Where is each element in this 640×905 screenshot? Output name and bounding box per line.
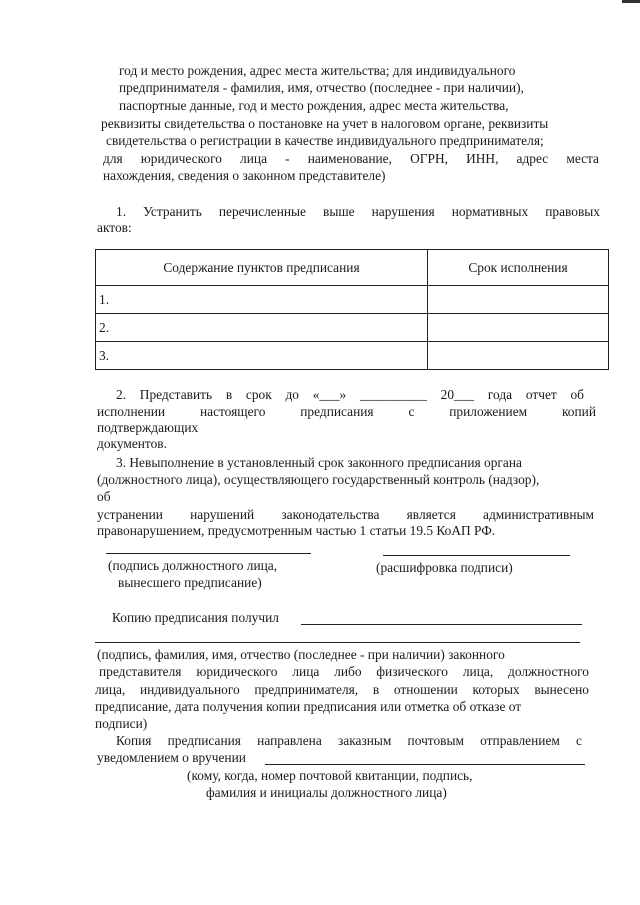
mail-note-line-2: фамилия и инициалы должностного лица) [206,785,447,800]
mail-note-line-1: (кому, когда, номер почтовой квитанции, подпись, [187,768,473,783]
item3-line-1: 3. Невыполнение в установленный срок законного предписания органа [116,455,522,470]
copy-caption-line-5: подписи) [95,716,148,731]
item3-line-2: (должностного лица), осуществляющего государственный контроль (надзор), [97,472,540,487]
item1-line-1: 1. Устранить перечисленные выше нарушения нормативных правовых [116,204,600,219]
intro-line-1: год и место рождения, адрес места жительства; для индивидуального [119,63,516,78]
mail-delivery-line [265,764,585,765]
scan-edge-mark [622,0,640,3]
table-row [96,286,609,314]
mail-line-1: Копия предписания направлена заказным почтовым отправлением с [116,733,582,748]
intro-line-5: свидетельства о регистрации в качестве индивидуального предпринимателя; [106,133,544,148]
intro-line-6: для юридического лица - наименование, ОГРН, ИНН, адрес места [103,151,599,166]
item2-line-3: подтверждающих [97,420,199,435]
item2-line-1: 2. Представить в срок до «___» __________ 20___ года отчет об [116,387,584,402]
signature-decode-line [383,555,570,556]
table-cell-deadline [428,314,609,342]
official-signature-caption-1: (подпись должностного лица, [108,558,278,573]
table-cell-number: 1. [96,286,428,314]
item3-line-4: устранении нарушений законодательства является административным [97,507,594,522]
mail-line-2: уведомлением о вручении [97,750,246,765]
table-row [96,314,609,342]
table-header-deadline: Срок исполнения [428,250,609,286]
table-header-row [96,250,609,286]
item2-line-4: документов. [97,436,167,451]
item3-line-3: об [97,489,111,504]
copy-received-line [301,624,582,625]
copy-caption-line-1: (подпись, фамилия, имя, отчество (последнее - при наличии) законного [97,647,505,662]
item3-line-5: правонарушением, предусмотренным частью 1 статьи 19.5 КоАП РФ. [97,523,496,538]
copy-caption-line-4: предписание, дата получения копии предписания или отметка об отказе от [95,699,522,714]
table-row [96,342,609,370]
copy-received-full-line [95,642,580,643]
intro-line-3: паспортные данные, год и место рождения, адрес места жительства, [119,98,509,113]
intro-line-4: реквизиты свидетельства о постановке на учет в налоговом органе, реквизиты [101,116,549,131]
table-cell-deadline [428,342,609,370]
table-cell-number: 2. [96,314,428,342]
prescription-table [95,249,609,370]
intro-line-2: предпринимателя - фамилия, имя, отчество (последнее - при наличии), [119,80,524,95]
copy-caption-line-2: представителя юридического лица либо физического лица, должностного [99,664,589,679]
copy-received-label: Копию предписания получил [112,610,279,625]
item1-line-2: актов: [97,220,132,235]
table-header-content: Содержание пунктов предписания [96,250,428,286]
intro-line-7: нахождения, сведения о законном представителе) [103,168,386,183]
official-signature-caption-2: вынесшего предписание) [118,575,262,590]
table-cell-deadline [428,286,609,314]
copy-caption-line-3: лица, индивидуального предпринимателя, в отношении которых вынесено [95,682,589,697]
signature-decode-caption: (расшифровка подписи) [376,560,513,575]
official-signature-line [106,553,311,554]
item2-line-2: исполнении настоящего предписания с приложением копий [97,404,596,419]
table-cell-number: 3. [96,342,428,370]
